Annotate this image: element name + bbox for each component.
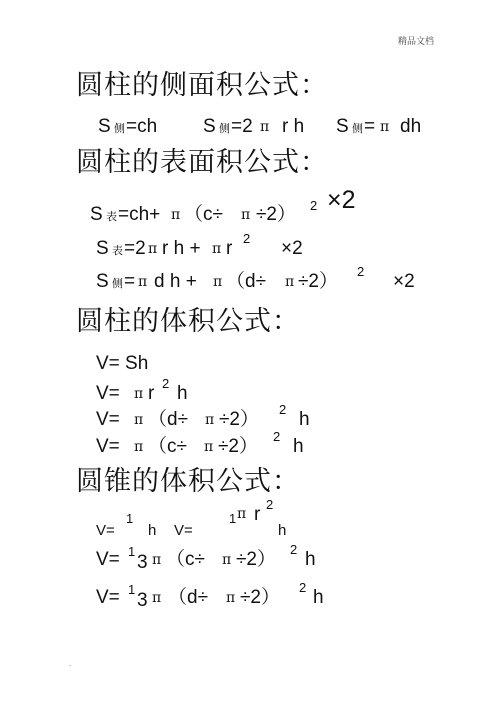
subscript-surface: 表 [112,244,123,257]
formula-text: =2 [124,238,146,259]
formula-text: h [305,549,316,570]
pi-symbol: π [205,412,215,428]
pi-symbol: π [134,412,144,428]
formula-text: V= [96,549,120,570]
formula-text: ÷2） [236,549,276,570]
formula-text: =ch+ [118,204,161,225]
formula-text: ÷2） [240,587,280,608]
formula-text: d h + [154,271,197,292]
formula-text: r [148,383,155,404]
pi-symbol: π [213,274,223,290]
formula-text: V= [96,522,115,539]
formula-text: h [299,409,310,430]
pi-symbol: π [171,207,181,223]
section-title-cone-volume: 圆锥的体积公式： [76,466,300,497]
section-title-cylinder-volume: 圆柱的体积公式： [76,306,300,337]
formula-text: h [148,522,157,539]
exponent: 2 [162,376,170,391]
symbol-s: S [96,271,109,292]
pi-symbol: π [138,274,148,290]
times-two: ×2 [327,186,356,214]
pi-symbol: π [285,274,295,290]
formula-volume-sh: V= Sh [96,353,149,374]
pi-symbol: π [152,590,162,606]
symbol-s: S [98,116,111,137]
formula-text: V= [174,522,193,539]
subscript-lateral: 侧 [219,122,230,135]
formula-text: r h + [162,238,201,259]
formula-text: r [226,238,233,259]
formula-text: dh [400,116,422,137]
formula-text: （c÷ [148,436,187,457]
formula-text: V= [96,409,120,430]
fraction-numerator: 1 [126,511,134,526]
formula-text: ÷2） [218,436,258,457]
exponent: 2 [266,497,274,512]
exponent: 2 [299,580,307,595]
formula-text: V= [96,436,120,457]
subscript-lateral: 侧 [352,122,363,135]
formula-text: h [313,587,324,608]
pi-symbol: π [212,241,222,257]
pi-symbol: π [222,552,232,568]
formula-text: ÷2） [219,409,259,430]
header-tag: 精品文档 [398,37,435,47]
formula-text: h [293,436,304,457]
formula-text: V= [96,383,120,404]
symbol-s: S [96,238,109,259]
pi-symbol: π [241,207,251,223]
section-title-lateral-area: 圆柱的侧面积公式： [76,70,328,101]
subscript-surface: 表 [106,210,117,223]
exponent: 2 [243,231,251,246]
pi-symbol: π [134,386,144,402]
pi-symbol: π [152,552,162,568]
fraction-denominator: 3 [137,552,148,573]
subscript-lateral: 侧 [114,122,125,135]
fraction-numerator: 1 [128,582,136,597]
formula-text: h [278,522,287,539]
formula-text: （d÷ [148,409,188,430]
exponent: 2 [357,264,365,279]
pi-symbol: π [226,590,236,606]
pi-symbol: π [380,119,390,135]
pi-symbol: π [134,439,144,455]
formula-text: （c÷ [184,204,223,225]
fraction-numerator: 1 [128,544,136,559]
formula-text: （c÷ [166,549,205,570]
pi-symbol: π [204,439,214,455]
times-two: ×2 [393,271,415,292]
exponent: 2 [273,429,281,444]
formula-text: = [364,116,376,137]
formula-text: ÷2） [256,204,296,225]
footer-mark: . [69,659,72,668]
formula-text: （d÷ [226,271,266,292]
fraction-numerator: 1 [229,511,237,526]
pi-symbol: π [237,506,247,522]
section-title-surface-area: 圆柱的表面积公式： [76,147,328,178]
times-two: ×2 [281,238,303,259]
symbol-s: S [90,204,103,225]
formula-text: =2 [231,116,253,137]
exponent: 2 [279,402,287,417]
formula-text: =ch [126,116,158,137]
exponent: 2 [290,542,298,557]
symbol-s: S [336,116,349,137]
pi-symbol: π [148,241,158,257]
formula-text: ÷2） [298,271,338,292]
formula-text: = [124,271,136,292]
formula-text: r h [282,116,305,137]
formula-text: r [254,504,261,525]
pi-symbol: π [260,119,270,135]
formula-text: h [177,383,188,404]
formula-text: V= [96,587,120,608]
fraction-denominator: 3 [137,590,148,611]
subscript-lateral: 侧 [112,277,123,290]
symbol-s: S [203,116,216,137]
exponent: 2 [310,198,318,213]
formula-text: （d÷ [168,587,208,608]
